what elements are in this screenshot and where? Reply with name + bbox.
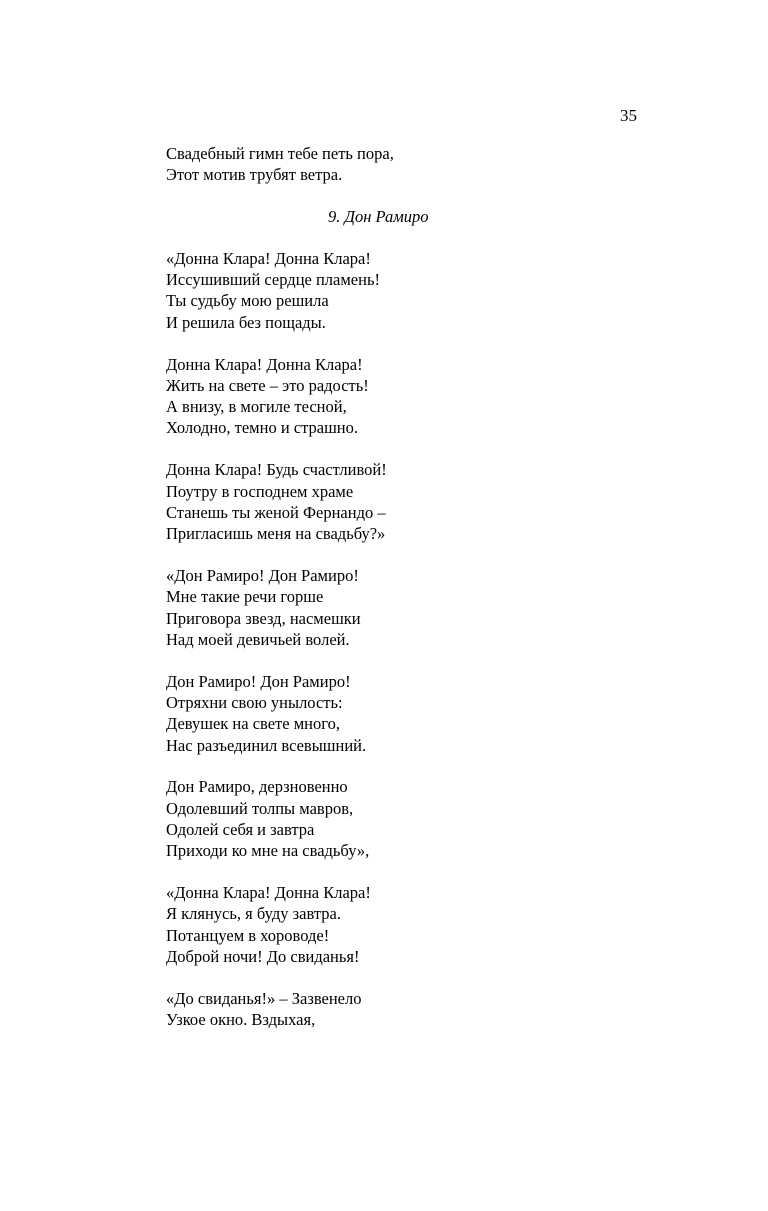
stanza [166, 354, 646, 439]
poem-line: Девушек на свете много, [166, 714, 340, 734]
poem-line: Дон Рамиро, дерзновенно [166, 777, 348, 797]
poem-line: Над моей девичьей волей. [166, 629, 350, 649]
poem-line: Приходи ко мне на свадьбу», [166, 841, 370, 861]
stanza [166, 248, 646, 333]
stanza [166, 988, 646, 1031]
poem-line: «Донна Клара! Донна Клара! [166, 248, 371, 268]
poem-line: Одолевший толпы мавров, [166, 798, 354, 818]
poem-line: Иссушивший сердце пламень! [166, 270, 380, 290]
poem-line: «Донна Клара! Донна Клара! [166, 883, 371, 903]
stanza [166, 459, 646, 544]
poem-line: Приговора звезд, насмешки [166, 608, 361, 628]
poem-line: Мне такие речи горше [166, 587, 324, 607]
poem-line: Одолей себя и завтра [166, 819, 315, 839]
poem-line: Дон Рамиро! Дон Рамиро! [166, 671, 351, 691]
stanza [166, 776, 646, 861]
poem-line: Поутру в господнем храме [166, 481, 354, 501]
poem-line: Отряхни свою унылость: [166, 692, 343, 712]
stanza [166, 565, 646, 650]
poem-line: Станешь ты женой Фернандо – [166, 502, 386, 522]
poem-line: Я клянусь, я буду завтра. [166, 904, 341, 924]
poem-line: Потанцуем в хороводе! [166, 925, 330, 945]
poem-line: Узкое окно. Вздыхая, [166, 1010, 316, 1029]
poem-line: А внизу, в могиле тесной, [166, 397, 347, 417]
intro-stanza [166, 143, 646, 186]
poem-line: Свадебный гимн тебе петь пора, [166, 144, 394, 163]
poem-line: Холодно, темно и страшно. [166, 418, 358, 438]
poem-line: Донна Клара! Будь счастливой! [166, 460, 387, 480]
poem-text [166, 143, 646, 1030]
poem-line: «Дон Рамиро! Дон Рамиро! [166, 565, 359, 585]
poem-line: Ты судьбу мою решила [166, 291, 329, 311]
poem-line: Жить на свете – это радость! [166, 375, 369, 395]
poem-line: Нас разъединил всевышний. [166, 735, 367, 755]
poem-line: Этот мотив трубят ветра. [166, 165, 343, 185]
poem-line: «До свиданья!» – Зазвенело [166, 988, 362, 1008]
stanza [166, 671, 646, 756]
page-number: 35 [620, 106, 637, 125]
stanza [166, 882, 646, 967]
poem-line: Пригласишь меня на свадьбу?» [166, 524, 386, 544]
section-title: 9. Дон Рамиро [328, 207, 429, 227]
stanzas-container [166, 248, 646, 1030]
poem-line: Донна Клара! Донна Клара! [166, 354, 363, 374]
poem-line: И решила без пощады. [166, 312, 326, 332]
poem-line: Доброй ночи! До свиданья! [166, 946, 360, 966]
